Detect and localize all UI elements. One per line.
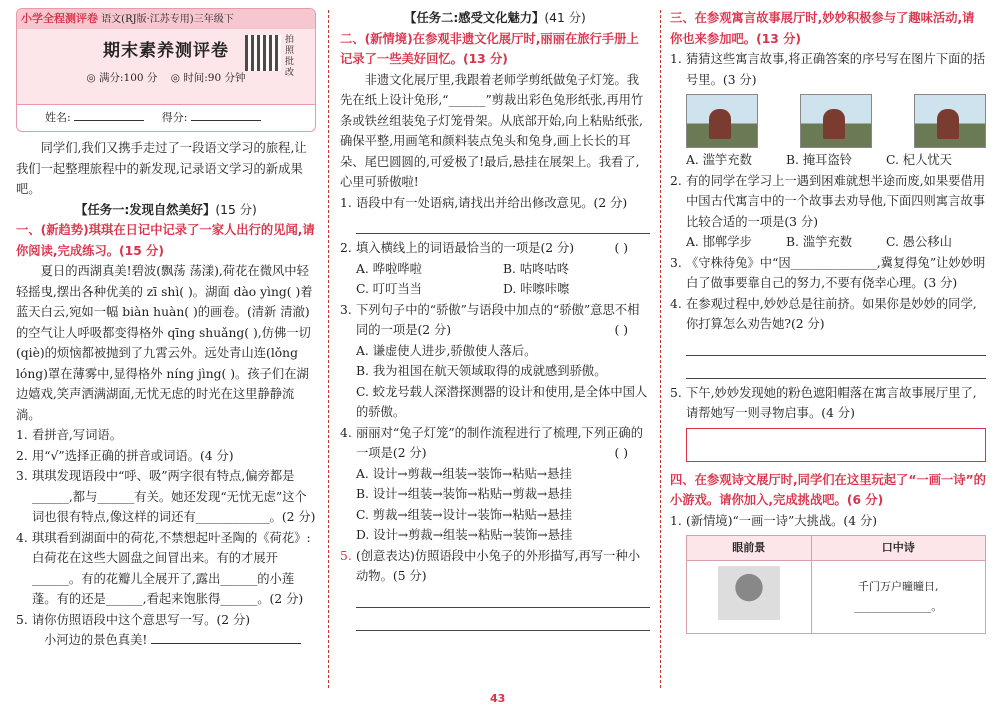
option-a[interactable]: A. 邯郸学步 [686, 235, 752, 249]
fable-pictures [686, 94, 986, 148]
section2-passage: 非遗文化展厅里,我跟着老师学剪纸做兔子灯笼。我先在纸上设计兔形,“______”剪裁出彩色兔形纸张,再用竹条或铁丝组装兔子灯笼骨架。从底部开始,向上粘贴纸张,确保平整,用画笔和颜料装点兔头和兔身,画上长长的耳朵、尾巴圆圆的,可爱极了!最后,悬挂在展架上。我看了,心里可骄傲啦! [340, 72, 644, 189]
full-score: ◎ 满分:100 分 [86, 71, 158, 84]
options-row [670, 232, 986, 253]
question-1-2: 2. 用“√”选择正确的拼音或词语。(4 分) [16, 446, 316, 467]
table-header: 眼前景 [687, 536, 812, 561]
options-row [340, 279, 650, 300]
option-d[interactable]: D. 咔嚓咔嚓 [503, 282, 570, 296]
question-text: 琪琪看到湖面中的荷花,不禁想起叶圣陶的《荷花》:白荷花在这些大圆盘之间冒出来。有的才展开______。有的花瓣儿全展开了,露出______的小莲蓬。有的还是______,看起来饱胀得______。(2 分) [32, 530, 311, 606]
qr-caption: 拍照批改 [285, 35, 295, 78]
question-1-1: 1. 看拼音,写词语。 [16, 425, 316, 446]
question-text: 填入横线上的词语最恰当的一项是(2 分) [356, 241, 575, 255]
option-b[interactable]: B. 滥竽充数 [786, 235, 853, 249]
column-left [16, 8, 316, 651]
answer-prompt [16, 630, 316, 651]
question-1-4: 4. 琪琪看到湖面中的荷花,不禁想起叶圣陶的《荷花》:白荷花在这些大圆盘之间冒出来。有的才展开______。有的花瓣儿全展开了,露出______的小莲蓬。有的还是______,看起来饱胀得______。(2 分) [16, 528, 316, 610]
question-text: 下列句子中的“骄傲”与语段中加点的“骄傲”意思不相同的一项是(2 分) [356, 302, 640, 337]
option-c[interactable]: C. 蛟龙号载人深潜探测器的设计和使用,是全体中国人的骄傲。 [356, 384, 648, 419]
question-text: 下午,妙妙发现她的粉色遮阳帽落在寓言故事展厅里了,请帮她写一则寻物启事。(4 分) [686, 385, 977, 420]
question-1-3: 3. 琪琪发现语段中“呼、吸”两字很有特点,偏旁都是______,都与______有关。她还发现“无忧无虑”这个词也很有特点,像这样的词还有____________。(2 分) [16, 466, 316, 528]
option-b[interactable]: B. 咕咚咕咚 [503, 261, 570, 276]
question-text: 猜猜这些寓言故事,将正确答案的序号写在图片下面的括号里。(3 分) [686, 52, 986, 87]
option-b[interactable]: B. 设计→组装→装饰→粘贴→剪裁→悬挂 [356, 487, 572, 501]
fable-picture-1 [686, 94, 758, 148]
question-2-5: 5. (创意表达)仿照语段中小兔子的外形描写,再写一种小动物。(5 分) [340, 546, 650, 587]
poem-cell [811, 561, 985, 634]
section1-passage: 夏日的西湖真美!碧波(飘荡 荡漾),荷花在微风中轻轻摇曳,摆出各种优美的 zī shì( )。湖面 dào yìng( )着蓝天白云,宛如一幅 biàn huàn( )的画卷。(清新 清澈)的空气让人呼吸都变得格外 qīng shuǎng( ),仿佛一切(qiè)的烦恼都被抛到了九霄云外。远处青山连(lǒng lóng)罩在薄雾中,显得格外 níng jìng( )。孩子们在湖边嬉戏,笑声洒满湖面,无忧无虑的时光在这里静静流淌。 [16, 264, 313, 422]
question-text: 《守株待兔》中“因______________,冀复得兔”让妙妙明白了做事要靠自己的努力,不要有侥幸心理。(3 分) [686, 255, 986, 290]
option-b[interactable]: B. 掩耳盗铃 [786, 153, 853, 167]
option-c[interactable]: C. 愚公移山 [886, 235, 952, 249]
answer-line[interactable] [356, 612, 650, 631]
answer-line[interactable] [356, 215, 650, 234]
question-3-5: 5. 下午,妙妙发现她的粉色遮阳帽落在寓言故事展厅里了,请帮她写一则寻物启事。(4 分) [670, 383, 986, 424]
poem-line: 千门万户曈曈日, [858, 579, 939, 593]
option-c[interactable]: C. 叮叮当当 [356, 282, 422, 296]
time-limit: ◎ 时间:90 分钟 [170, 71, 246, 84]
exam-header [16, 8, 316, 132]
task1-title-text: 【任务一:发现自然美好】 [75, 202, 216, 217]
question-text: 语段中有一处语病,请找出并给出修改意见。(2 分) [356, 195, 628, 210]
question-4-1: 1. (新情境)“一画一诗”大挑战。(4 分) [670, 511, 986, 532]
option-c[interactable]: C. 杞人忧天 [886, 153, 952, 167]
task2-points: (41 分) [544, 11, 586, 25]
answer-line[interactable] [356, 589, 650, 608]
page-number: 43 [490, 692, 506, 705]
question-2-1: 1. 语段中有一处语病,请找出并给出修改意见。(2 分) [340, 193, 650, 214]
fable-picture-3 [914, 94, 986, 148]
section3-heading: 三、在参观寓言故事展厅时,妙妙积极参与了趣味活动,请你也来参加吧。(13 分) [670, 11, 975, 46]
answer-paren[interactable]: ( ) [614, 446, 628, 460]
question-text: 看拼音,写词语。 [32, 428, 122, 442]
fable-picture-2 [800, 94, 872, 148]
question-2-3: 3. 下列句子中的“骄傲”与语段中加点的“骄傲”意思不相同的一项是(2 分) ( ) [340, 300, 650, 341]
intro-text: 同学们,我们又携手走过了一段语文学习的旅程,让我们一起整理旅程中的新发现,记录语文学习的新成果吧。 [16, 141, 307, 196]
question-text: (创意表达)仿照语段中小兔子的外形描写,再写一种小动物。(5 分) [356, 548, 641, 583]
answer-line[interactable] [151, 630, 301, 644]
question-text: 琪琪发现语段中“呼、吸”两字很有特点,偏旁都是______,都与______有关。她还发现“无忧无虑”这个词也很有特点,像这样的词还有____________。(2 分) [32, 469, 316, 524]
lost-notice-box[interactable] [686, 428, 986, 462]
page-title: 期末素养测评卷 [103, 41, 229, 61]
qr-code-icon[interactable] [245, 35, 281, 71]
name-field[interactable] [74, 107, 144, 121]
question-2-4: 4. 丽丽对“兔子灯笼”的制作流程进行了梳理,下列正确的一项是(2 分) ( ) [340, 423, 650, 464]
section2-heading: 二、(新情境)在参观非遗文化展厅时,丽丽在旅行手册上记录了一些美好回忆。(13 分) [340, 31, 639, 66]
option-a[interactable]: A. 滥竽充数 [686, 153, 752, 167]
name-label: 姓名: [45, 111, 71, 124]
question-text: 在参观过程中,妙妙总是往前挤。如果你是妙妙的同学,你打算怎么劝告她?(2 分) [686, 296, 977, 331]
option-b[interactable]: B. 我为祖国在航天领域取得的成就感到骄傲。 [356, 364, 607, 378]
question-2-2: 2. 填入横线上的词语最恰当的一项是(2 分) ( ) [340, 238, 650, 259]
options-row [340, 259, 650, 280]
column-divider [660, 10, 661, 688]
question-3-1: 1. 猜猜这些寓言故事,将正确答案的序号写在图片下面的括号里。(3 分) [670, 49, 986, 90]
answer-line[interactable] [686, 360, 986, 379]
section4-heading: 四、在参观诗文展厅时,同学们在这里玩起了“一画一诗”的小游戏。请你加入,完成挑战吧。(6 分) [670, 472, 986, 507]
scene-cell [687, 561, 812, 634]
column-divider [328, 10, 329, 688]
answer-start: 小河边的景色真美! [44, 633, 148, 647]
option-a[interactable]: A. 设计→剪裁→组装→装饰→粘贴→悬挂 [356, 466, 572, 481]
option-a[interactable]: A. 哗啦哗啦 [356, 261, 422, 276]
task2-title-text: 【任务二:感受文化魅力】 [404, 11, 545, 25]
header-bar [17, 9, 315, 29]
brand-label: 小学全程测评卷 [21, 12, 98, 25]
question-text: 丽丽对“兔子灯笼”的制作流程进行了梳理,下列正确的一项是(2 分) [356, 425, 644, 460]
task2-title [340, 8, 650, 29]
name-score-bar [17, 104, 315, 131]
poem-blank[interactable]: ______________。 [854, 600, 943, 613]
column-right [670, 8, 986, 634]
question-3-2: 2. 有的同学在学习上一遇到困难就想半途而废,如果要借用中国古代寓言中的一个故事去劝导他,下面四则寓言故事比较合适的一项是(3 分) [670, 171, 986, 233]
poem-table [686, 535, 986, 634]
series-label: 语文(RJ版·江苏专用)三年级下 [101, 14, 234, 25]
answer-line[interactable] [686, 337, 986, 356]
score-field[interactable] [191, 107, 261, 121]
options-row [670, 150, 986, 171]
answer-paren[interactable]: ( ) [614, 241, 628, 255]
section1-heading: 一、(新趋势)琪琪在日记中记录了一家人出行的见闻,请你阅读,完成练习。(15 分) [16, 223, 315, 258]
question-text: 有的同学在学习上一遇到困难就想半途而废,如果要借用中国古代寓言中的一个故事去劝导他,下面四则寓言故事比较合适的一项是(3 分) [686, 173, 986, 229]
score-label: 得分: [161, 111, 188, 124]
option-d[interactable]: D. 设计→剪裁→组装→粘贴→装饰→悬挂 [356, 528, 573, 542]
question-text: 请你仿照语段中这个意思写一写。(2 分) [32, 612, 251, 627]
question-3-3: 3. 《守株待兔》中“因______________,冀复得兔”让妙妙明白了做事要靠自己的努力,不要有侥幸心理。(3 分) [670, 253, 986, 294]
question-text: (新情境)“一画一诗”大挑战。(4 分) [686, 513, 878, 528]
column-middle [340, 8, 650, 635]
question-1-5: 5. 请你仿照语段中这个意思写一写。(2 分) [16, 610, 316, 631]
task1-title [16, 200, 316, 221]
question-3-4: 4. 在参观过程中,妙妙总是往前挤。如果你是妙妙的同学,你打算怎么劝告她?(2 分) [670, 294, 986, 335]
option-c[interactable]: C. 剪裁→组装→设计→装饰→粘贴→悬挂 [356, 507, 572, 522]
answer-paren[interactable]: ( ) [614, 323, 628, 337]
question-text: 用“√”选择正确的拼音或词语。(4 分) [32, 448, 234, 463]
table-header: 口中诗 [811, 536, 985, 561]
scene-picture [718, 566, 780, 620]
task1-points: (15 分) [215, 202, 257, 217]
option-a[interactable]: A. 谦虚使人进步,骄傲使人落后。 [356, 343, 537, 358]
